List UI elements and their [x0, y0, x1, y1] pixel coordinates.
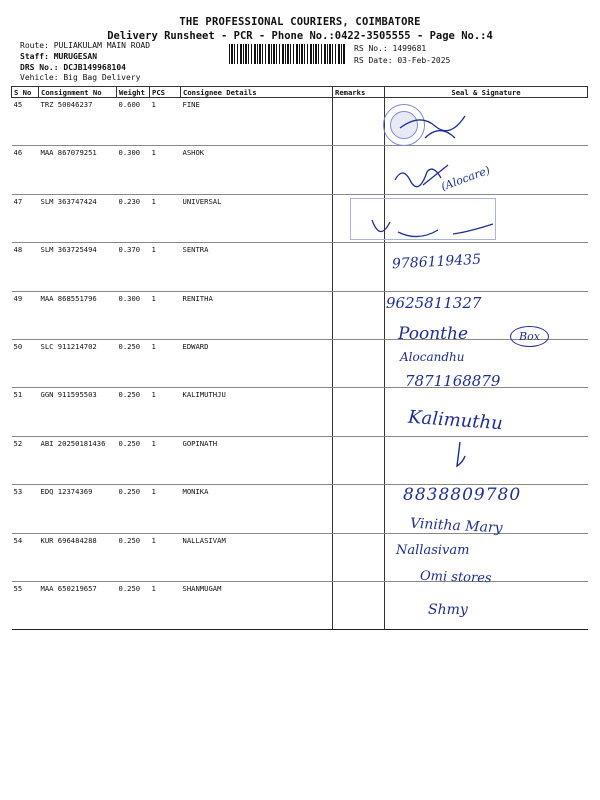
cell-pcs: 1: [150, 243, 181, 291]
cell-remarks: [333, 485, 385, 533]
cell-consignee: KALIMUTHJU: [181, 388, 333, 436]
cell-pcs: 1: [150, 388, 181, 436]
staff-label: Staff: MURUGESAN: [20, 52, 98, 61]
cell-consignee: RENITHA: [181, 291, 333, 339]
cell-signature: [385, 436, 588, 484]
drs-number: DRS No.: DCJB149968104: [20, 63, 126, 72]
cell-weight: 0.250: [117, 581, 150, 629]
barcode: [229, 44, 345, 64]
handwritten-name: Vinitha Mary: [409, 515, 503, 537]
cell-remarks: [333, 291, 385, 339]
cell-sno: 51: [12, 388, 39, 436]
col-pcs: PCS: [150, 87, 181, 98]
cell-remarks: [333, 146, 385, 194]
handwritten-note: Box: [510, 326, 549, 347]
table-row: [12, 436, 588, 484]
cell-weight: 0.300: [117, 291, 150, 339]
table-header: [12, 87, 588, 98]
cell-sno: 48: [12, 243, 39, 291]
handwritten-name: Shmy: [428, 602, 468, 618]
cell-pcs: 1: [150, 98, 181, 146]
vehicle-label: Vehicle: Big Bag Delivery: [20, 73, 141, 82]
cell-signature: [385, 581, 588, 629]
handwritten-phone: 9625811327: [386, 294, 482, 312]
col-seal: Seal & Signature: [385, 87, 588, 98]
cell-weight: 0.600: [117, 98, 150, 146]
cell-consignment: SLC 911214702: [39, 339, 117, 387]
table-row: [12, 243, 588, 291]
signature-scribble: [445, 440, 475, 470]
cell-consignment: GGN 911595503: [39, 388, 117, 436]
cell-sno: 47: [12, 194, 39, 242]
cell-weight: 0.250: [117, 339, 150, 387]
cell-consignment: KUR 696484288: [39, 533, 117, 581]
table-row: [12, 581, 588, 629]
cell-remarks: [333, 98, 385, 146]
cell-pcs: 1: [150, 485, 181, 533]
cell-remarks: [333, 533, 385, 581]
cell-sno: 49: [12, 291, 39, 339]
cell-consignment: ABI 20250181436: [39, 436, 117, 484]
cell-pcs: 1: [150, 339, 181, 387]
cell-weight: 0.250: [117, 485, 150, 533]
cell-remarks: [333, 339, 385, 387]
handwritten-name: Poonthe: [398, 324, 469, 344]
cell-sno: 46: [12, 146, 39, 194]
handwritten-name: Kalimuthu: [407, 406, 504, 435]
handwritten-name: Alocandhu: [400, 350, 465, 364]
cell-pcs: 1: [150, 146, 181, 194]
cell-weight: 0.250: [117, 388, 150, 436]
cell-consignment: SLM 363725494: [39, 243, 117, 291]
col-weight: Weight: [117, 87, 150, 98]
cell-weight: 0.250: [117, 533, 150, 581]
cell-consignment: EDQ 12374369: [39, 485, 117, 533]
cell-consignee: NALLASIVAM: [181, 533, 333, 581]
handwritten-phone: 8838809780: [403, 485, 522, 505]
cell-remarks: [333, 581, 385, 629]
col-sno: S No: [12, 87, 39, 98]
cell-sno: 55: [12, 581, 39, 629]
cell-consignee: MONIKA: [181, 485, 333, 533]
cell-consignment: MAA 867079251: [39, 146, 117, 194]
table-row: [12, 146, 588, 194]
cell-consignee: SENTRA: [181, 243, 333, 291]
cell-consignee: FINE: [181, 98, 333, 146]
cell-sno: 52: [12, 436, 39, 484]
handwritten-note: Omi stores: [419, 568, 492, 587]
cell-pcs: 1: [150, 291, 181, 339]
cell-sno: 45: [12, 98, 39, 146]
cell-consignment: MAA 868551796: [39, 291, 117, 339]
runsheet-table: [11, 86, 588, 630]
cell-pcs: 1: [150, 194, 181, 242]
route-label: Route: PULIAKULAM MAIN ROAD: [20, 41, 151, 50]
table-row: [12, 291, 588, 339]
table-row: [12, 98, 588, 146]
signature-scribble: [368, 212, 498, 252]
cell-pcs: 1: [150, 581, 181, 629]
col-consignee: Consignee Details: [181, 87, 333, 98]
rs-date: RS Date: 03-Feb-2025: [354, 56, 451, 65]
cell-weight: 0.300: [117, 146, 150, 194]
cell-weight: 0.370: [117, 243, 150, 291]
cell-consignment: SLM 363747424: [39, 194, 117, 242]
cell-consignee: SHANMUGAM: [181, 581, 333, 629]
handwritten-phone: 9786119435: [391, 251, 482, 273]
handwritten-name: Nallasivam: [396, 543, 470, 558]
col-consignment: Consignment No: [39, 87, 117, 98]
cell-consignee: GOPINATH: [181, 436, 333, 484]
cell-consignee: EDWARD: [181, 339, 333, 387]
handwritten-phone: 7871168879: [405, 372, 501, 390]
cell-remarks: [333, 388, 385, 436]
cell-consignee: ASHOK: [181, 146, 333, 194]
table-row: [12, 533, 588, 581]
cell-weight: 0.230: [117, 194, 150, 242]
cell-consignment: TRZ 50046237: [39, 98, 117, 146]
cell-pcs: 1: [150, 533, 181, 581]
cell-sno: 53: [12, 485, 39, 533]
handwritten-note: (Alocare): [439, 163, 492, 194]
cell-consignee: UNIVERSAL: [181, 194, 333, 242]
cell-sno: 50: [12, 339, 39, 387]
col-remarks: Remarks: [333, 87, 385, 98]
cell-consignment: MAA 650219657: [39, 581, 117, 629]
cell-remarks: [333, 436, 385, 484]
signature-scribble: [395, 108, 475, 148]
table-row: [12, 339, 588, 387]
cell-pcs: 1: [150, 436, 181, 484]
rs-number: RS No.: 1499681: [354, 44, 427, 53]
runsheet-subtitle: Delivery Runsheet - PCR - Phone No.:0422-3505555 - Page No.:4: [107, 30, 493, 42]
cell-weight: 0.250: [117, 436, 150, 484]
company-title: THE PROFESSIONAL COURIERS, COIMBATORE: [179, 16, 421, 28]
cell-sno: 54: [12, 533, 39, 581]
table-row: [12, 194, 588, 242]
